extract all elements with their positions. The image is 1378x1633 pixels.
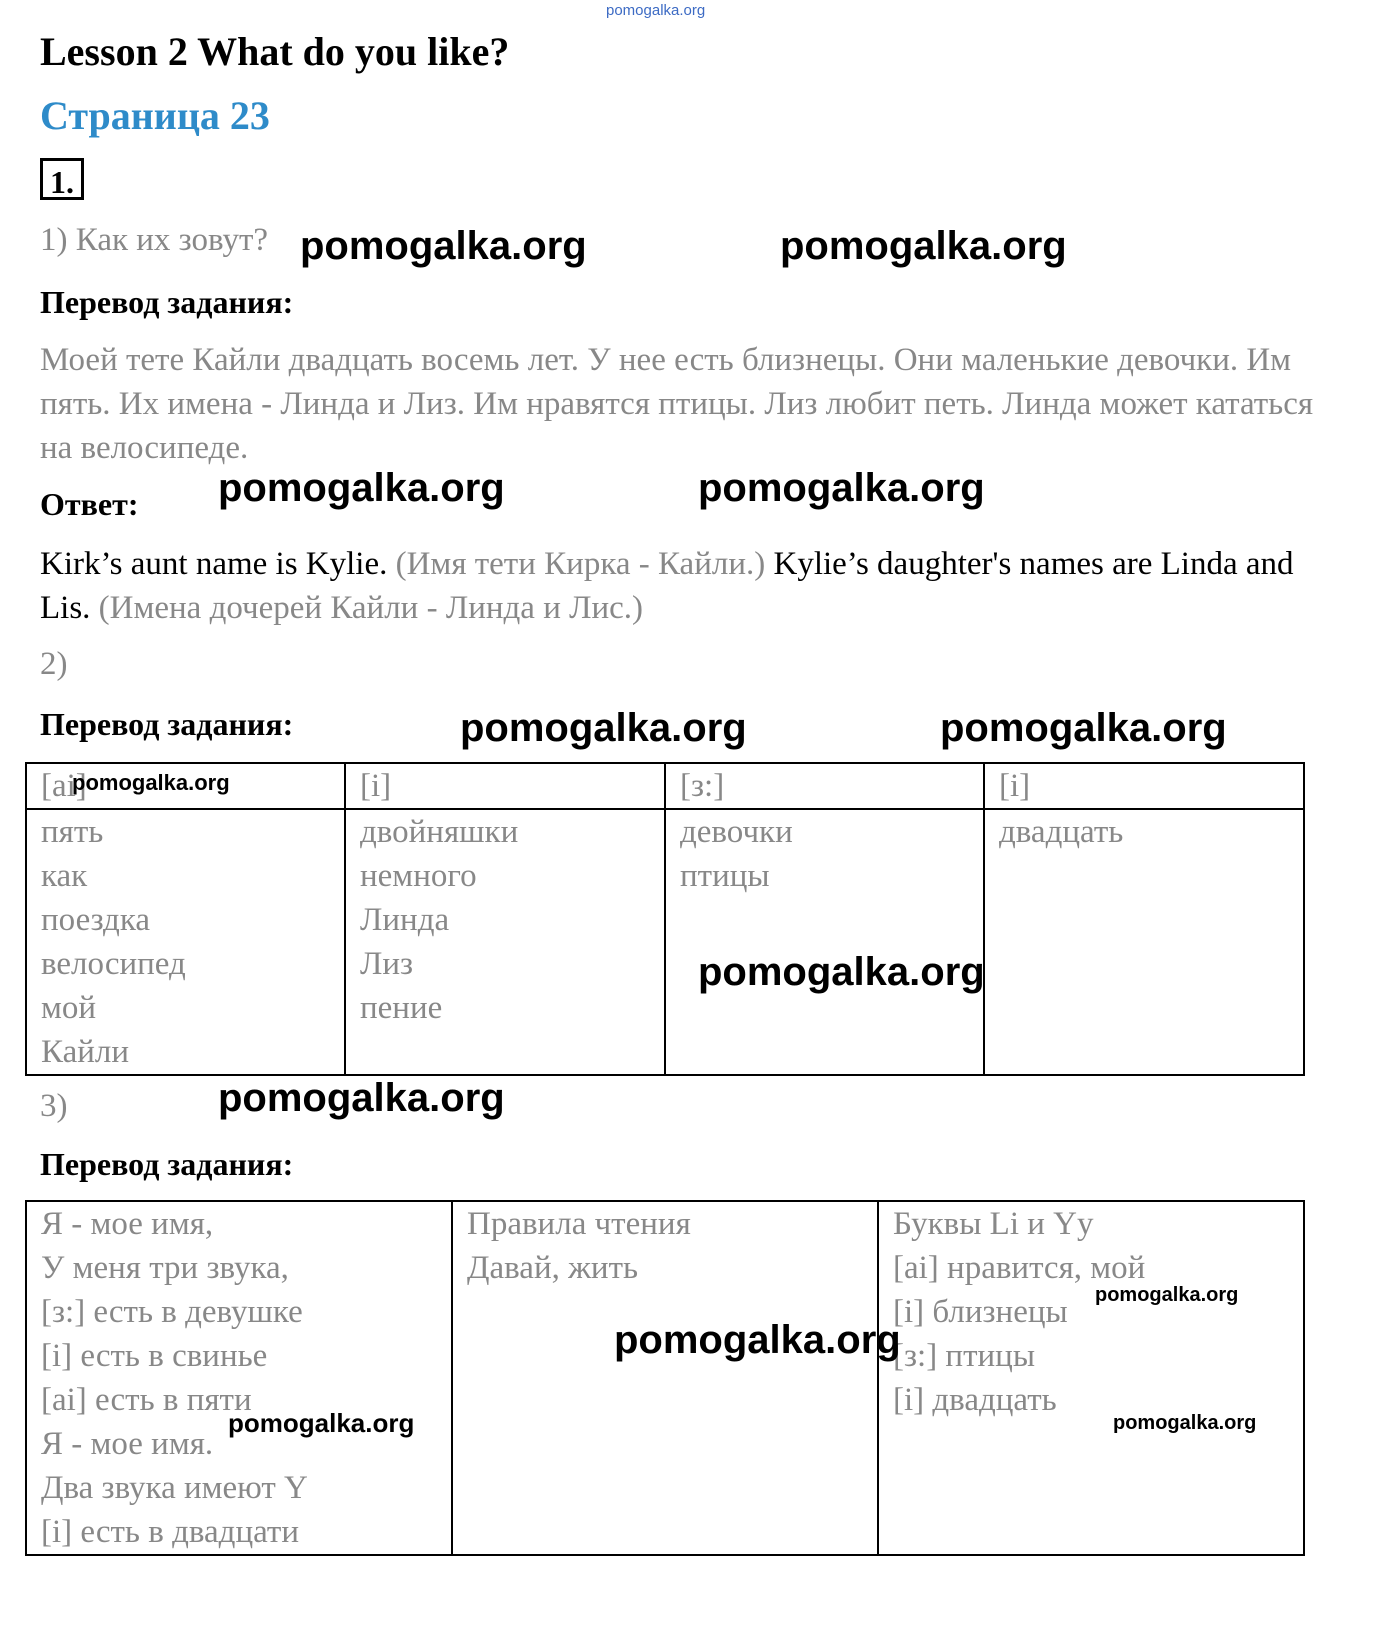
list-item: [i] есть в двадцати xyxy=(41,1514,299,1550)
list-item: [i] двадцать xyxy=(893,1382,1057,1418)
sounds-header-cell xyxy=(665,763,984,809)
answer-ru-1: (Имя тети Кирка - Кайли.) xyxy=(395,546,766,582)
watermark: pomogalka.org xyxy=(1113,1412,1257,1434)
rules-column xyxy=(452,1201,878,1555)
watermark: pomogalka.org xyxy=(460,706,747,750)
list-item: двойняшки xyxy=(360,814,519,850)
sounds-column-er xyxy=(665,809,984,1075)
list-item: [i] близнецы xyxy=(893,1294,1068,1330)
list-item: Буквы Li и Yy xyxy=(893,1206,1094,1242)
list-item: У меня три звука, xyxy=(41,1250,289,1286)
sounds-header: [з:] xyxy=(680,768,725,804)
answer-ru-2: (Имена дочерей Кайли - Линда и Лис.) xyxy=(98,590,644,626)
list-item: птицы xyxy=(680,858,770,894)
list-item: [i] есть в свинье xyxy=(41,1338,268,1374)
watermark: pomogalka.org xyxy=(780,224,1067,268)
list-item: двадцать xyxy=(999,814,1124,850)
lesson-title: Lesson 2 What do you like? xyxy=(40,29,510,74)
sounds-header: [ai] xyxy=(41,768,87,804)
letters-column xyxy=(878,1201,1304,1555)
list-item: [ai] нравится, мой xyxy=(893,1250,1146,1286)
rules-table xyxy=(25,1200,1305,1556)
watermark: pomogalka.org xyxy=(218,1076,505,1120)
task1-translation-heading: Перевод задания: xyxy=(40,284,294,320)
list-item: Я - мое имя. xyxy=(41,1426,214,1462)
list-item: велосипед xyxy=(41,946,186,982)
task3-prompt: 3) xyxy=(40,1088,68,1124)
watermark: pomogalka.org xyxy=(614,1318,901,1362)
list-item: Два звука имеют Y xyxy=(41,1470,308,1506)
list-item: [з:] птицы xyxy=(893,1338,1036,1374)
list-item: мой xyxy=(41,990,97,1026)
sounds-header-cell xyxy=(984,763,1304,809)
task1-prompt: 1) Как их зовут? xyxy=(40,222,269,258)
list-item: [з:] есть в девушке xyxy=(41,1294,303,1330)
list-item: Кайли xyxy=(41,1034,130,1070)
list-item: немного xyxy=(360,858,477,894)
watermark: pomogalka.org xyxy=(1095,1284,1239,1306)
answer-en-2: Kylie’s daughter's names are Linda and Lis. xyxy=(40,546,1294,626)
list-item: поездка xyxy=(41,902,151,938)
top-watermark: pomogalka.org xyxy=(606,2,706,19)
task1-answer-heading: Ответ: xyxy=(40,486,139,522)
watermark: pomogalka.org xyxy=(698,466,985,510)
list-item: Я - мое имя, xyxy=(41,1206,214,1242)
answer-en-1: Kirk’s aunt name is Kylie. xyxy=(40,546,388,582)
task1-answer-text xyxy=(40,542,1340,630)
watermark: pomogalka.org xyxy=(940,706,1227,750)
page-title: Страница 23 xyxy=(40,93,270,138)
watermark: pomogalka.org xyxy=(218,466,505,510)
list-item: как xyxy=(41,858,88,894)
sounds-header-cell xyxy=(345,763,665,809)
task3-translation-heading: Перевод задания: xyxy=(40,1146,294,1182)
task1-translation-text: Моей тете Кайли двадцать восемь лет. У нее есть близнецы. Они маленькие девочки. Им пять. Их имена - Линда и Лиз. Им нравятся птицы. Лиз любит петь. Линда может кататься на велосипеде. xyxy=(40,342,1314,466)
watermark: pomogalka.org xyxy=(300,224,587,268)
list-item: девочки xyxy=(680,814,793,850)
sounds-header: [i] xyxy=(999,768,1031,804)
list-item: Правила чтения xyxy=(467,1206,691,1242)
sounds-header: [i] xyxy=(360,768,392,804)
task2-prompt: 2) xyxy=(40,646,68,682)
exercise-number: 1. xyxy=(40,158,84,200)
list-item: [ai] есть в пяти xyxy=(41,1382,252,1418)
sounds-table xyxy=(25,762,1305,1076)
poem-column xyxy=(26,1201,452,1555)
watermark: pomogalka.org xyxy=(72,770,230,795)
task2-translation-heading: Перевод задания: xyxy=(40,706,294,742)
watermark: pomogalka.org xyxy=(228,1408,415,1438)
sounds-column-ai xyxy=(26,809,345,1075)
list-item: Линда xyxy=(360,902,450,938)
watermark: pomogalka.org xyxy=(698,950,985,994)
list-item: пение xyxy=(360,990,443,1026)
list-item: пять xyxy=(41,814,104,850)
list-item: Давай, жить xyxy=(467,1250,639,1286)
list-item: Лиз xyxy=(360,946,414,982)
sounds-column-i2 xyxy=(984,809,1304,1075)
sounds-column-i xyxy=(345,809,665,1075)
